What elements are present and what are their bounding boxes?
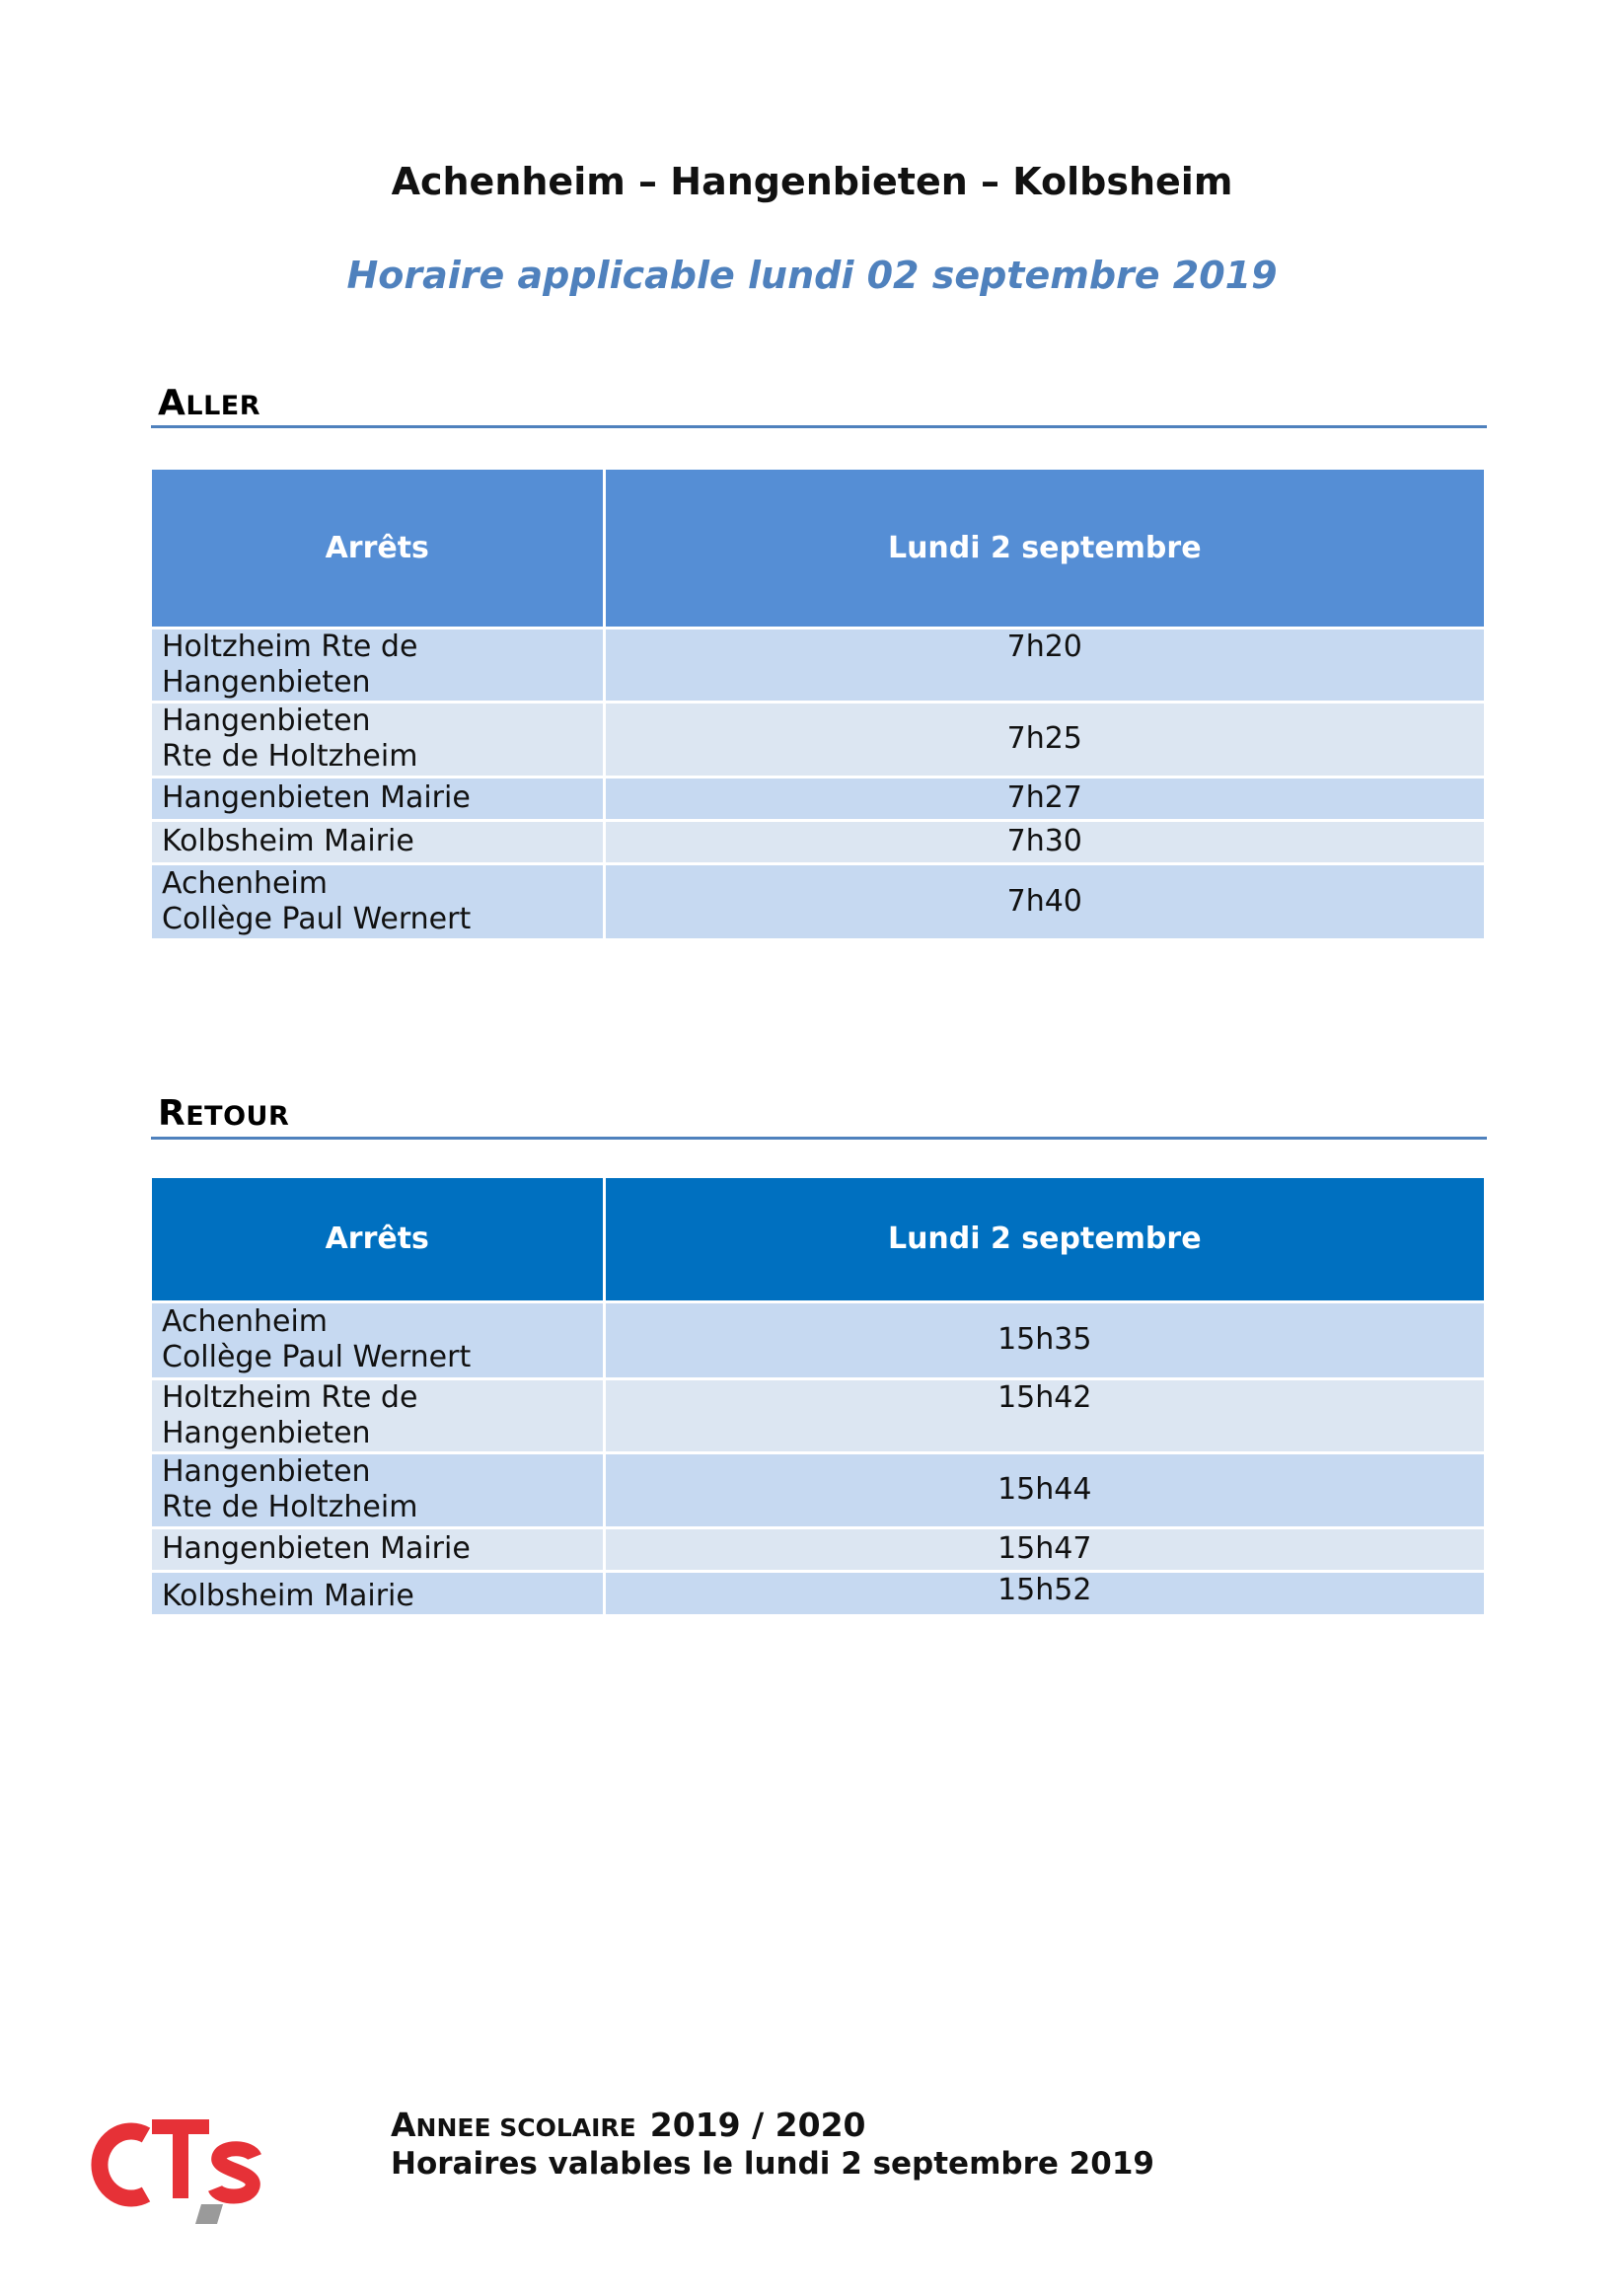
table-row (152, 1378, 1484, 1452)
table-row (152, 1571, 1484, 1614)
stop-name: Hangenbieten Mairie (162, 780, 471, 815)
retour-table (152, 1178, 1484, 1614)
table-row (152, 702, 1484, 777)
school-year-line (391, 2106, 866, 2144)
stop-detail: Collège Paul Wernert (162, 1340, 472, 1374)
aller-heading (158, 383, 260, 423)
stop-name: Holtzheim Rte de Hangenbieten (162, 1379, 418, 1450)
stop-cell (152, 820, 604, 863)
aller-heading-initial: A (158, 383, 186, 423)
table-row (152, 863, 1484, 938)
time-cell: 15h52 (604, 1571, 1484, 1614)
retour-rule (151, 1137, 1487, 1140)
stop-name: Achenheim (162, 1304, 329, 1339)
retour-heading (158, 1093, 289, 1134)
stop-name: Kolbsheim Mairie (162, 1579, 414, 1613)
stop-name: Holtzheim Rte de Hangenbieten (162, 629, 418, 700)
aller-col-stops: Arrêts (152, 470, 604, 628)
stop-detail: Rte de Holtzheim (162, 1490, 418, 1524)
aller-col-day: Lundi 2 septembre (887, 530, 1202, 565)
table-row (152, 777, 1484, 820)
stop-cell (152, 863, 604, 938)
page-title: Achenheim – Hangenbieten – Kolbsheim (391, 160, 1233, 203)
time-cell: 7h27 (604, 777, 1484, 820)
stop-name: Kolbsheim Mairie (162, 824, 414, 858)
stop-cell (152, 1527, 604, 1571)
time-cell: 7h40 (604, 863, 1484, 938)
retour-header-row (152, 1178, 1484, 1301)
aller-header-row (152, 470, 1484, 628)
time-cell: 15h44 (604, 1452, 1484, 1527)
school-year-initial: A (391, 2106, 416, 2144)
retour-heading-rest: ETOUR (185, 1101, 290, 1132)
stop-name: Achenheim (162, 865, 329, 901)
aller-table (152, 470, 1484, 938)
school-year-label: NNEE SCOLAIRE (415, 2113, 636, 2142)
stop-name: Hangenbieten (162, 1454, 371, 1489)
stop-name: Hangenbieten Mairie (162, 1531, 471, 1566)
stop-cell (152, 628, 604, 702)
stop-cell (152, 702, 604, 777)
stop-cell (152, 1301, 604, 1378)
school-year-value: 2019 / 2020 (649, 2106, 866, 2144)
table-row (152, 1527, 1484, 1571)
aller-rule (151, 425, 1487, 428)
time-cell: 15h47 (604, 1527, 1484, 1571)
cts-logo (75, 2100, 262, 2232)
retour-col-day: Lundi 2 septembre (887, 1222, 1202, 1257)
time-cell: 7h20 (604, 628, 1484, 702)
table-row (152, 1301, 1484, 1378)
stop-detail: Collège Paul Wernert (162, 901, 472, 936)
stop-cell (152, 1571, 604, 1614)
retour-col-stops: Arrêts (152, 1178, 604, 1301)
table-row (152, 628, 1484, 702)
validity-line: Horaires valables le lundi 2 septembre 2019 (391, 2146, 1154, 2182)
page-subtitle: Horaire applicable lundi 02 septembre 2019 (346, 254, 1278, 297)
stop-name: Hangenbieten (162, 704, 371, 738)
time-cell: 7h25 (604, 702, 1484, 777)
time-cell: 7h30 (604, 820, 1484, 863)
stop-cell (152, 1378, 604, 1452)
table-row (152, 1452, 1484, 1527)
time-cell: 15h42 (604, 1378, 1484, 1452)
aller-heading-rest: LLER (185, 391, 261, 421)
stop-detail: Rte de Holtzheim (162, 739, 418, 774)
stop-cell (152, 1452, 604, 1527)
table-row (152, 820, 1484, 863)
time-cell: 15h35 (604, 1301, 1484, 1378)
stop-cell (152, 777, 604, 820)
retour-heading-initial: R (158, 1093, 186, 1134)
